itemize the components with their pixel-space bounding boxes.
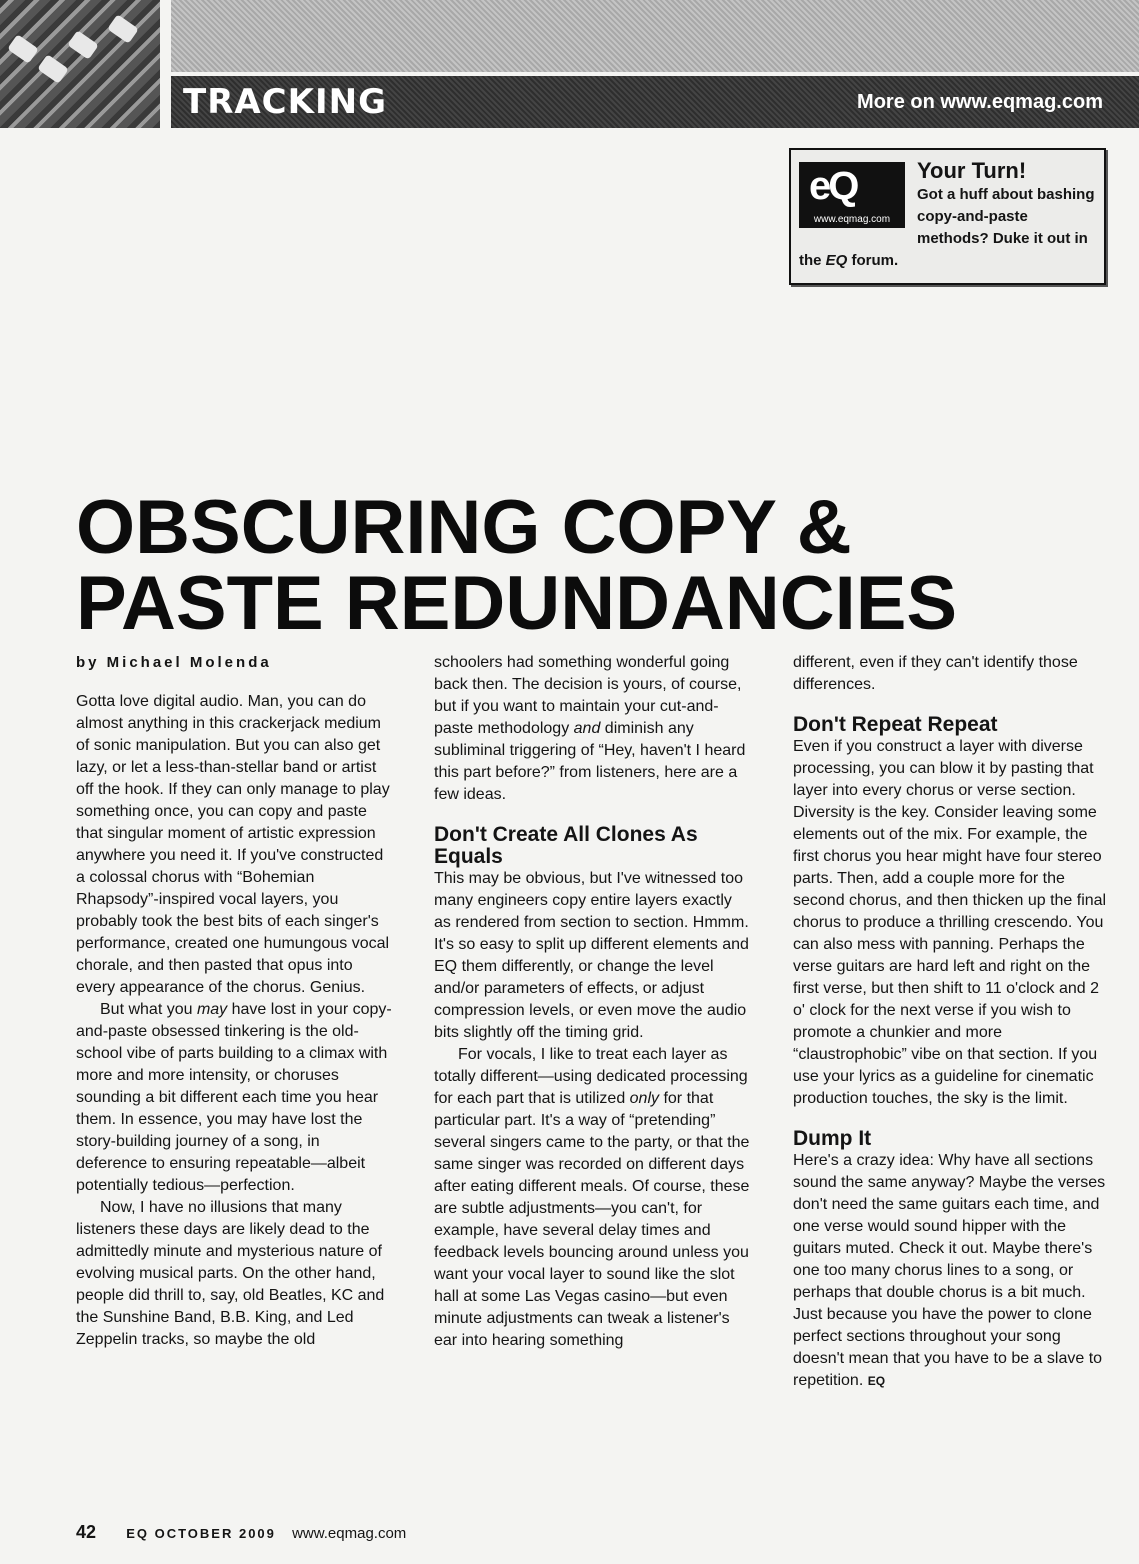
issue-label: EQ OCTOBER 2009: [126, 1526, 276, 1541]
website-link[interactable]: More on www.eqmag.com: [857, 91, 1103, 113]
end-mark: EQ: [867, 1374, 886, 1388]
paragraph: Here's a crazy idea: Why have all sections sound the same anyway? Maybe the verses don't need the same guitars each time, and one verse would sound hipper with the guitars muted. Check it out. Maybe there's one too many chorus lines to a song, or perhaps that double chorus is a bit much. Just because you have the power to clone perfect sections throughout your song doesn't mean that you have to be a slave to repetition. EQ: [793, 1152, 1106, 1389]
subheading: Dump It: [793, 1127, 872, 1150]
header-texture: [171, 0, 1139, 72]
your-turn-box: [789, 148, 1106, 285]
byline: by Michael Molenda: [76, 654, 272, 671]
eq-logo: eQ www.eqmag.com: [799, 162, 905, 228]
column-3: [793, 652, 1109, 1392]
section-title: TRACKING: [183, 82, 387, 122]
paragraph: Now, I have no illusions that many listeners these days are likely dead to the admittedly minute and mysterious nature of evolving musical parts. On the other hand, people did thrill to, say, old Beatles, KC and the Sunshine Band, B.B. King, and Led Zeppelin tracks, so maybe the old: [76, 1199, 385, 1348]
footer-url[interactable]: www.eqmag.com: [292, 1525, 407, 1542]
box-text: Got a huff about bashing copy-and-paste methods? Duke it out in the EQ forum.: [799, 186, 1095, 269]
page-footer: [76, 1522, 406, 1544]
paragraph: different, even if they can't identify those differences.: [793, 654, 1078, 693]
article-title: OBSCURING COPY & PASTE REDUNDANCIES: [76, 485, 958, 646]
page-number: 42: [76, 1522, 97, 1542]
paragraph: For vocals, I like to treat each layer as totally different—using dedicated processing for each part that is utilized only for that particular part. It's a way of “pretending” several singers came to the party, or that the same singer was recorded on different days after eating different meals. Of course, these are subtle adjustments—you can't, for example, have several delay times and feedback levels bouncing around unless you want your vocal layer to sound like the slot hall at some Las Vegas casino—but even minute adjustments can tweak a listener's ear into hearing something: [434, 1046, 750, 1349]
paragraph: Gotta love digital audio. Man, you can do almost anything in this crackerjack medium of sonic manipulation. But you can also get lazy, or let a less-than-stellar band or artist off the hook. If they can only manage to play something once, you can copy and paste that singular moment of artistic expression anywhere you need it. If you've constructed a colossal chorus with “Bohemian Rhapsody”-inspired vocal layers, you probably took the best bits of each singer's performance, created one humungous vocal chorale, and then pasted that opus into every appearance of the chorus. Genius.: [76, 693, 390, 996]
subheading: Don't Repeat Repeat: [793, 713, 998, 736]
box-title: Your Turn!: [917, 158, 1027, 183]
column-1: [76, 652, 392, 1351]
section-header: [171, 76, 1139, 128]
paragraph: schoolers had something wonderful going back then. The decision is yours, of course, but if you want to maintain your cut-and-paste methodology and diminish any subliminal triggering of “Hey, haven't I heard this part before?” from listeners, here are a few ideas.: [434, 654, 746, 803]
paragraph: This may be obvious, but I've witnessed too many engineers copy entire layers exactly as rendered from section to section. Hmmm. It's so easy to split up different elements and EQ them differently, or change the level and/or parameters of effects, or adjust compression levels, or even move the audio bits slightly off the timing grid.: [434, 870, 749, 1041]
column-2: [434, 652, 750, 1352]
paragraph: Even if you construct a layer with diverse processing, you can blow it by pasting that layer into every chorus or verse section. Diversity is the key. Consider leaving some elements out of the mix. For example, the first chorus you hear might have four stereo parts. Then, add a couple more for the second chorus, and then thicken up the final chorus to produce a thrilling crescendo. You can also mess with panning. Perhaps the verse guitars are hard left and right on the first verse, but then shift to 11 o'clock and 2 o' clock for the next verse if you wish to promote a chunkier and more “claustrophobic” vibe on that section. If you use your lyrics as a guideline for cinematic production touches, the sky is the limit.: [793, 738, 1107, 1107]
mixing-console-photo: [0, 0, 160, 128]
paragraph: But what you may have lost in your copy-and-paste obsessed tinkering is the old-school vibe of parts building to a climax with more and more intensity, or choruses sounding a bit different each time you hear them. In essence, you may have lost the story-building journey of a song, in deference to ensuring repeatable—albeit potentially tedious—perfection.: [76, 1001, 392, 1194]
subheading: Don't Create All Clones As Equals: [434, 823, 698, 868]
